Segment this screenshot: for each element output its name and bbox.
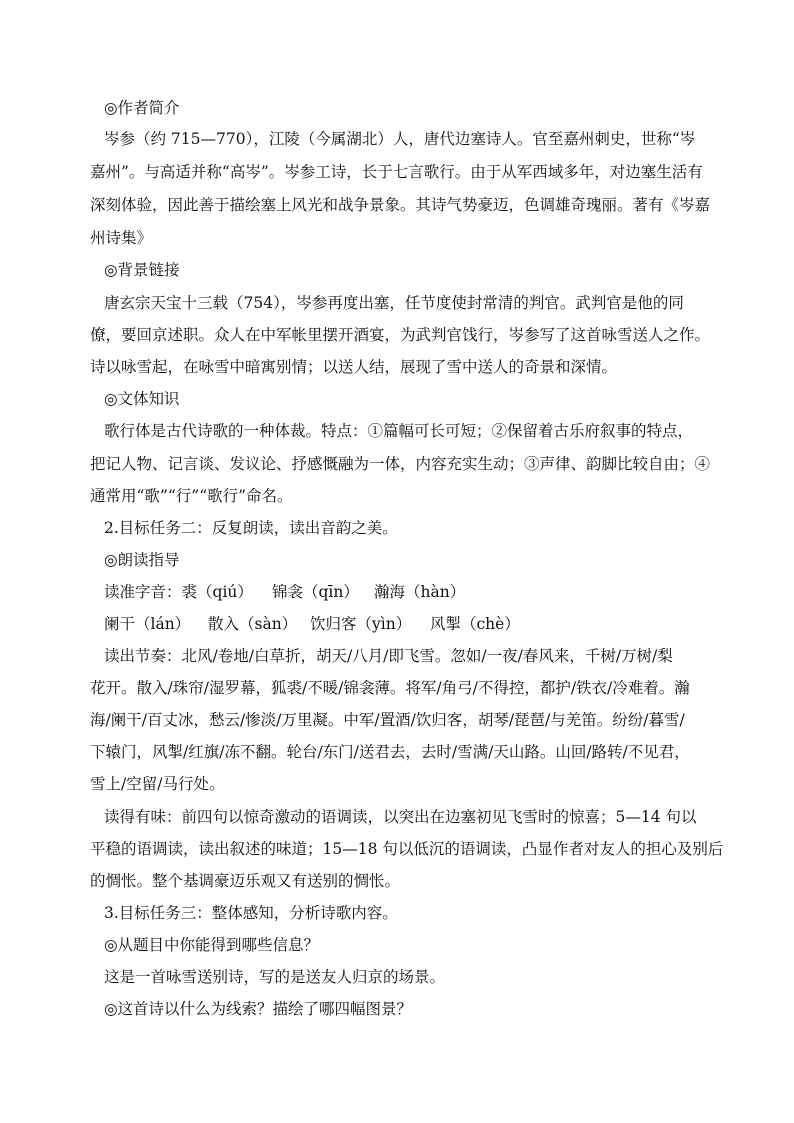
paragraph-line: 诗以咏雪起，在咏雪中暗寓别情；以送人结，展现了雪中送人的奇景和深情。 [90,358,618,376]
question: ◎从题目中你能得到哪些信息？ [104,936,320,954]
answer: 这是一首咏雪送别诗，写的是送友人归京的场景。 [104,968,446,986]
section-heading-genre: ◎文体知识 [104,390,180,408]
paragraph-line: 的惆怅。整个基调豪迈乐观又有送别的惆怅。 [90,872,401,890]
pronunciation-item: 饮归客（yìn） [310,615,412,633]
pronunciation-label: 读准字音： [104,583,182,601]
section-heading-author: ◎作者简介 [104,99,180,117]
paragraph-line: 深刻体验，因此善于描绘塞上风光和战争景象。其诗气势豪迈，色调雄奇瑰丽。著有《岑嘉 [90,196,711,214]
pronunciation-row [104,582,704,602]
paragraph-line: 唐玄宗天宝十三载（754），岑参再度出塞，任节度使封常清的判官。武判官是他的同 [104,294,684,312]
pronunciation-item: 散入（sàn） [208,615,298,633]
task-heading: 3.目标任务三：整体感知，分析诗歌内容。 [104,904,398,922]
paragraph-line: 海/阑干/百丈冰，愁云/惨淡/万里凝。中军/置酒/饮归客，胡琴/琵琶/与羌笛。纷纷/暮雪/ [90,711,685,729]
paragraph-line: 读出节奏：北风/卷地/白草折，胡天/八月/即飞雪。忽如/一夜/春风来，千树/万树/梨 [104,647,673,665]
paragraph-line: 雪上/空留/马行处。 [90,775,225,793]
pronunciation-item: 瀚海（hàn） [374,583,466,601]
pronunciation-item: 锦衾（qīn） [272,583,359,601]
task-heading: 2.目标任务二：反复朗读，读出音韵之美。 [104,519,398,537]
paragraph-line: 读得有味：前四句以惊奇激动的语调读，以突出在边塞初见飞雪时的惊喜；5—14 句以 [104,808,697,826]
pronunciation-item: 风掣（chè） [430,615,520,633]
section-heading-reading: ◎朗读指导 [104,551,180,569]
paragraph-line: 平稳的语调读，读出叙述的味道；15—18 句以低沉的语调读，凸显作者对友人的担心及别后 [90,840,724,858]
paragraph-line: 花开。散入/珠帘/湿罗幕，狐裘/不暖/锦衾薄。将军/角弓/不得控，都护/铁衣/冷难着。瀚 [90,679,690,697]
question: ◎这首诗以什么为线索？描绘了哪四幅图景？ [104,1000,413,1018]
section-heading-background: ◎背景链接 [104,261,180,279]
paragraph-line: 歌行体是古代诗歌的一种体裁。特点：①篇幅可长可短；②保留着古乐府叙事的特点， [104,422,694,440]
paragraph-line: 下辕门，风掣/红旗/冻不翻。轮台/东门/送君去，去时/雪满/天山路。山回/路转/不见君， [90,743,690,761]
pronunciation-item: 裘（qiú） [181,583,253,601]
paragraph-line: 嘉州”。与高适并称“高岑”。岑参工诗，长于七言歌行。由于从军西域多年，对边塞生活有 [90,163,703,181]
paragraph-line: 州诗集》 [90,229,153,247]
paragraph-line: 通常用“歌”“行”“歌行”命名。 [90,487,293,505]
paragraph-line: 岑参（约 715—770），江陵（今属湖北）人，唐代边塞诗人。官至嘉州刺史，世称“岑 [104,130,696,148]
pronunciation-item: 阑干（lán） [104,615,191,633]
paragraph-line: 把记人物、记言谈、发议论、抒感慨融为一体，内容充实生动；③声律、韵脚比较自由；④ [90,455,711,473]
paragraph-line: 僚，要回京述职。众人在中军帐里摆开酒宴，为武判官饯行，岑参写了这首咏雪送人之作。 [90,326,711,344]
